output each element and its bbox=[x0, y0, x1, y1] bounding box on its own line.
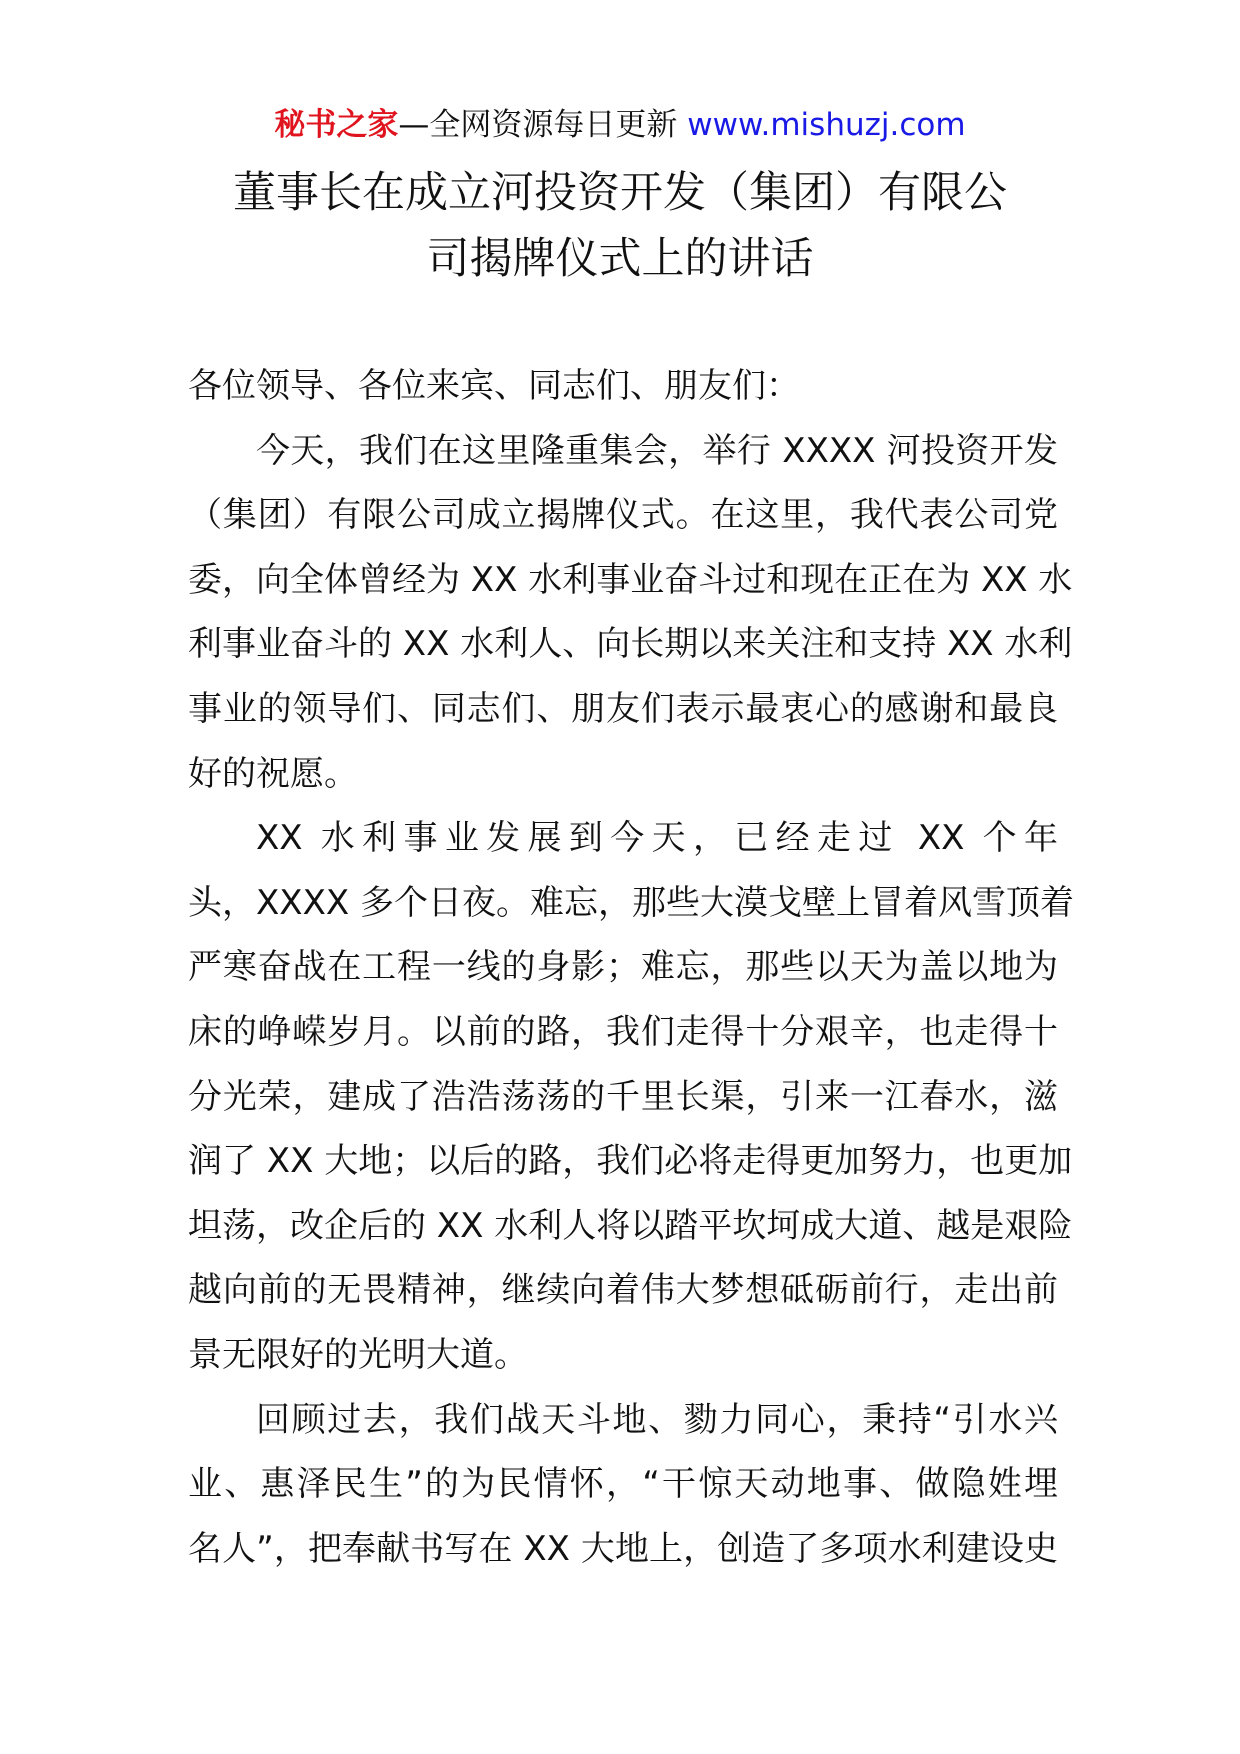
body-line: 利事业奋斗的 XX 水利人、向长期以来关注和支持 XX 水利 bbox=[188, 624, 1073, 665]
body-line: 今天，我们在这里隆重集会，举行 XXXX 河投资开发 bbox=[256, 430, 1058, 471]
salutation: 各位领导、各位来宾、同志们、朋友们： bbox=[188, 366, 800, 406]
site-tagline: —全网资源每日更新 bbox=[398, 107, 688, 143]
body-line: XX 水利事业发展到今天，已经走过 XX 个年 bbox=[256, 818, 1058, 859]
body-line: 事业的领导们、同志们、朋友们表示最衷心的感谢和最良 bbox=[188, 688, 1058, 729]
body-line: 坦荡，改企后的 XX 水利人将以踏平坎坷成大道、越是艰险 bbox=[188, 1205, 1073, 1246]
body-line: 名人”，把奉献书写在 XX 大地上，创造了多项水利建设史 bbox=[188, 1528, 1058, 1569]
body-line: 严寒奋战在工程一线的身影；难忘，那些以天为盖以地为 bbox=[188, 947, 1058, 988]
site-header bbox=[0, 100, 1240, 150]
site-brand: 秘书之家 bbox=[274, 107, 399, 143]
body-line: 委，向全体曾经为 XX 水利事业奋斗过和现在正在为 XX 水 bbox=[188, 559, 1073, 600]
document-body bbox=[188, 354, 1074, 1581]
title-line-1: 董事长在成立河投资开发（集团）有限公 bbox=[233, 168, 1007, 218]
body-line: 回顾过去，我们战天斗地、勠力同心，秉持“引水兴 bbox=[256, 1399, 1058, 1440]
title-line-2: 司揭牌仪式上的讲话 bbox=[426, 234, 814, 284]
body-line: 润了 XX 大地；以后的路，我们必将走得更加努力，也更加 bbox=[188, 1141, 1073, 1182]
body-line: 业、惠泽民生”的为民情怀，“干惊天动地事、做隐姓埋 bbox=[188, 1464, 1058, 1505]
body-line: 好的祝愿。 bbox=[188, 753, 358, 794]
site-url-link[interactable]: www.mishuzj.com bbox=[687, 107, 966, 143]
document-title bbox=[190, 160, 1050, 292]
body-line: 景无限好的光明大道。 bbox=[188, 1334, 528, 1375]
body-line: （集团）有限公司成立揭牌仪式。在这里，我代表公司党 bbox=[188, 495, 1058, 536]
body-line: 床的峥嵘岁月。以前的路，我们走得十分艰辛，也走得十 bbox=[188, 1011, 1058, 1052]
body-line: 越向前的无畏精神，继续向着伟大梦想砥砺前行，走出前 bbox=[188, 1270, 1058, 1311]
body-line: 头，XXXX 多个日夜。难忘，那些大漠戈壁上冒着风雪顶着 bbox=[188, 882, 1074, 923]
body-line: 分光荣，建成了浩浩荡荡的千里长渠，引来一江春水，滋 bbox=[188, 1076, 1058, 1117]
